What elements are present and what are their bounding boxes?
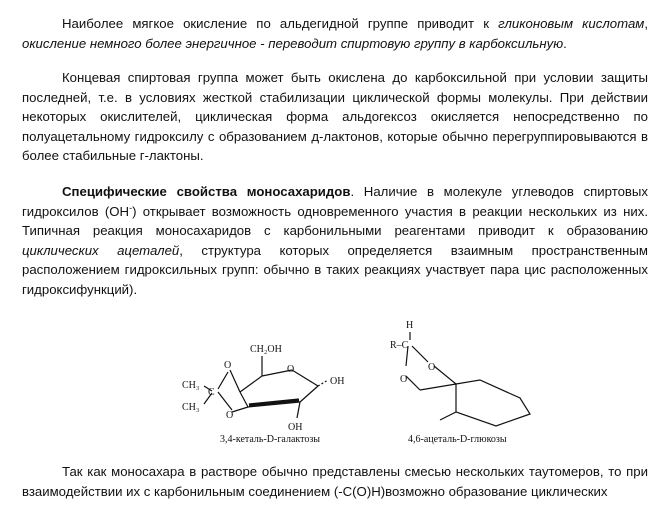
paragraph-oxidation (22, 14, 648, 53)
p3-text-a: . Наличие в молекуле углеводов спиртовых гидроксилов (OH (22, 184, 648, 219)
paragraph-specific-properties (22, 182, 648, 300)
glucose-acetal-structure (406, 332, 530, 426)
p1-text-a: Наиболее мягкое окисление по альдегидной группе приводит к (62, 16, 499, 31)
paragraph-tautomers: Так как моносахара в растворе обычно представлены смесью нескольких таутомеров, то при взаимодействии их с карбонильным соединением (-C(O)H)возможно образование циклических (22, 464, 648, 499)
p1-text-e: . (563, 35, 567, 51)
ketal-oxygen-lower: O (226, 410, 234, 421)
p3-text-b: ) открывает возможность одновременного участия в реакции нескольких из них. Типичная реакция моносахаридов с карбонильными реагентами приводит к образованию (22, 203, 648, 239)
paragraph-terminal-group: Концевая спиртовая группа может быть окислена до карбоксильной при условии защиты последней, т.е. в условиях жесткой стабилизации циклической формы молекулы. При действии некоторых окислителей, циклическая форма альдогексоз окисляется непосредственно по полуацетальному гидроксилу с образованием д-лактонов, которые обычно перегруппировываются в более стабильные г-лактоны. (22, 70, 648, 164)
acetal-h-label: H (406, 320, 414, 331)
acetal-oxygen-upper: O (428, 362, 436, 373)
chemical-structures-figure (150, 314, 570, 454)
ketal-carbon-label: C (208, 387, 215, 398)
p1-text-c: , (644, 16, 648, 31)
anomeric-oh-label: OH (330, 376, 345, 387)
p3-term-cyclic-acetals: циклических ацеталей (22, 242, 180, 258)
acetal-oxygen-lower: O (400, 374, 408, 385)
structures-svg (150, 314, 570, 454)
galactose-ketal-structure (204, 356, 328, 418)
p3-text-c: , структура которых определяется взаимным пространственным расположением гидроксильных групп: обычно в таких реакциях участвует пара цис расположенных гидроксифункций). (22, 242, 648, 297)
methyl-top-label: CH₃ (182, 380, 200, 391)
p3-heading-bold: Специфические свойства моносахаридов (62, 184, 351, 199)
glucose-acetal-caption: 4,6-ацеталь-D-глюкозы (408, 434, 507, 445)
acetal-rc-label: R–C (390, 340, 409, 351)
ketal-oxygen-upper: O (224, 360, 232, 371)
ch2oh-label: CH₂OH (250, 344, 282, 355)
methyl-bottom-label: CH₃ (182, 402, 200, 413)
p1-term-glyconic-acids: гликоновым кислотам (498, 16, 645, 31)
galactose-ketal-caption: 3,4-кеталь-D-галактозы (220, 434, 321, 445)
c2-oh-label: OH (288, 422, 303, 433)
p1-italic-sentence: окисление немного более энергичное - переводит спиртовую группу в карбоксильную (22, 35, 564, 51)
p3-superscript: - (129, 202, 133, 213)
ring-oxygen-label: O (287, 364, 295, 375)
